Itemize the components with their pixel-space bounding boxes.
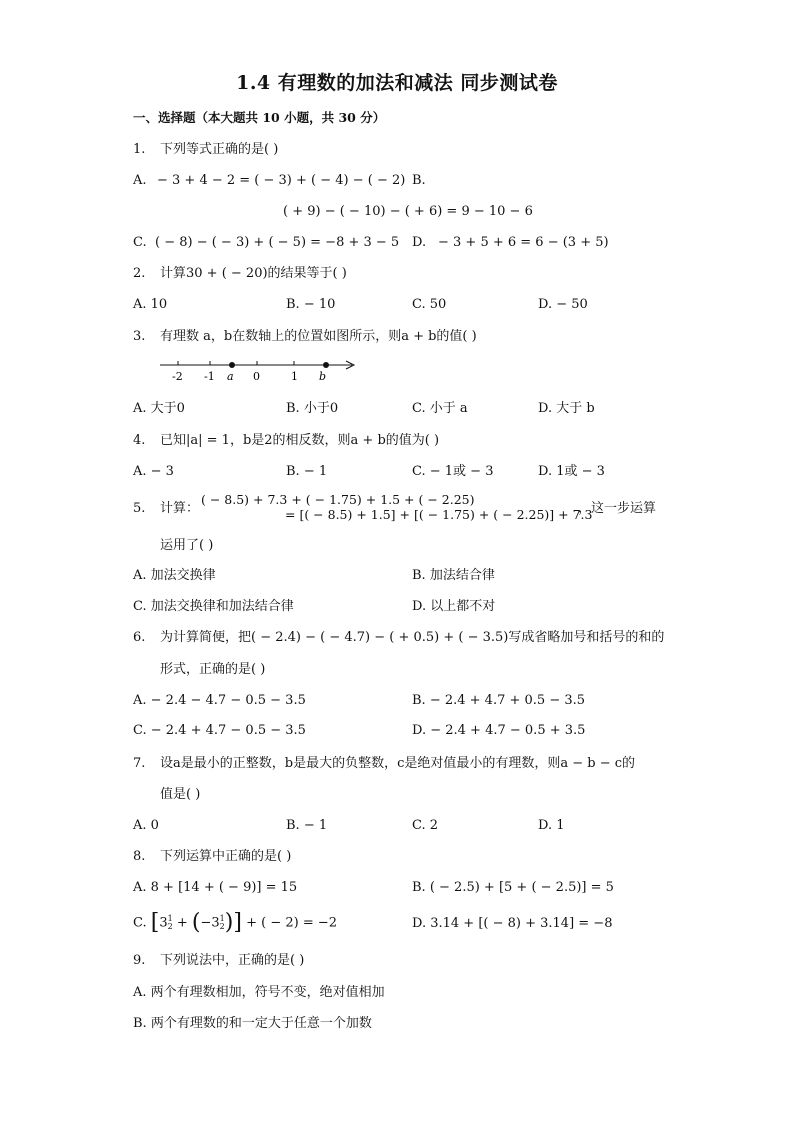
q8-option-c bbox=[133, 909, 337, 938]
question-1-number: 1. bbox=[133, 142, 146, 157]
point-b bbox=[323, 362, 329, 368]
q5-expression-top: ( − 8.5) + 7.3 + ( − 1.75) + 1.5 + ( − 2.25) bbox=[201, 492, 475, 507]
q2-option-b: B. − 10 bbox=[286, 297, 336, 312]
q5-option-b: B. 加法结合律 bbox=[412, 568, 495, 583]
q9-option-a: A. 两个有理数相加，符号不变，绝对值相加 bbox=[133, 985, 385, 1000]
q8-c-open-bracket: [ bbox=[150, 910, 160, 935]
q2-option-a: A. 10 bbox=[133, 297, 168, 312]
question-4-stem: 已知|a| = 1，b是2的相反数，则a + b的值为( ) bbox=[160, 433, 440, 448]
q8-c-whole-1: 3 bbox=[159, 915, 168, 931]
question-5-stem-line2: 运用了( ) bbox=[160, 538, 214, 553]
q5-option-d: D. 以上都不对 bbox=[412, 599, 496, 614]
question-7-number: 7. bbox=[133, 756, 146, 771]
q7-option-a: A. 0 bbox=[133, 818, 159, 833]
q6-option-d: D. − 2.4 + 4.7 − 0.5 + 3.5 bbox=[412, 723, 586, 738]
q6-option-b: B. − 2.4 + 4.7 + 0.5 − 3.5 bbox=[412, 693, 586, 708]
question-3-stem: 有理数 a，b在数轴上的位置如图所示，则a + b的值( ) bbox=[160, 329, 477, 344]
q3-option-d: D. 大于 b bbox=[538, 401, 595, 416]
q4-option-d: D. 1或 − 3 bbox=[538, 464, 605, 479]
q3-option-b: B. 小于0 bbox=[286, 401, 339, 416]
q8-c-frac1-num: 1 bbox=[167, 914, 173, 923]
q7-option-d: D. 1 bbox=[538, 818, 565, 833]
number-line-figure bbox=[160, 358, 360, 382]
question-5-stem-suffix: ，这一步运算 bbox=[578, 501, 657, 516]
label-0: 0 bbox=[253, 370, 260, 383]
q3-option-a: A. 大于0 bbox=[133, 401, 185, 416]
q1-option-c-letter: C. bbox=[133, 235, 147, 250]
q2-option-c: C. 50 bbox=[412, 297, 447, 312]
question-7-stem-line2: 值是( ) bbox=[160, 787, 201, 802]
q1-option-b-letter: B. bbox=[412, 173, 426, 188]
q8-c-neg-whole: −3 bbox=[200, 915, 220, 931]
question-6-number: 6. bbox=[133, 630, 146, 645]
question-9-number: 9. bbox=[133, 953, 146, 968]
question-2-number: 2. bbox=[133, 266, 146, 281]
q8-option-b: B. ( − 2.5) + [5 + ( − 2.5)] = 5 bbox=[412, 880, 614, 895]
question-2-stem: 计算30 + ( − 20)的结果等于( ) bbox=[160, 266, 347, 281]
label-minus-2: -2 bbox=[172, 370, 183, 383]
q1-option-d: − 3 + 5 + 6 = 6 − (3 + 5) bbox=[438, 235, 609, 250]
q4-option-b: B. − 1 bbox=[286, 464, 328, 479]
q8-c-plus: + bbox=[172, 915, 192, 931]
q1-option-a: − 3 + 4 − 2 = ( − 3) + ( − 4) − ( − 2) bbox=[157, 173, 406, 188]
q1-option-c: ( − 8) − ( − 3) + ( − 5) = −8 + 3 − 5 bbox=[155, 235, 400, 250]
q5-option-a: A. 加法交换律 bbox=[133, 568, 216, 583]
label-b: b bbox=[319, 370, 327, 383]
question-3-number: 3. bbox=[133, 329, 146, 344]
question-7-stem: 设a是最小的正整数，b是最大的负整数，c是绝对值最小的有理数，则a − b − c的 bbox=[160, 756, 636, 771]
q8-option-d: D. 3.14 + [( − 8) + 3.14] = −8 bbox=[412, 916, 613, 931]
q7-option-b: B. − 1 bbox=[286, 818, 328, 833]
label-minus-1: -1 bbox=[204, 370, 215, 383]
question-5-number: 5. bbox=[133, 501, 146, 516]
q8-option-a: A. 8 + [14 + ( − 9)] = 15 bbox=[133, 880, 298, 895]
q8-c-frac2-num: 1 bbox=[219, 914, 225, 923]
q4-option-a: A. − 3 bbox=[133, 464, 174, 479]
question-8-number: 8. bbox=[133, 849, 146, 864]
q8-c-frac2-den: 2 bbox=[219, 922, 225, 931]
section-heading: 一、选择题（本大题共 10 小题，共 30 分） bbox=[133, 110, 386, 125]
q8-c-frac1-den: 2 bbox=[167, 922, 173, 931]
q9-option-b: B. 两个有理数的和一定大于任意一个加数 bbox=[133, 1016, 372, 1031]
q7-option-c: C. 2 bbox=[412, 818, 439, 833]
point-a bbox=[229, 362, 235, 368]
question-1-stem: 下列等式正确的是( ) bbox=[160, 142, 279, 157]
question-5-stem-prefix: 计算： bbox=[160, 501, 200, 516]
label-a: a bbox=[227, 370, 234, 383]
label-1: 1 bbox=[291, 370, 298, 383]
q8-c-tail: + ( − 2) = −2 bbox=[241, 915, 338, 931]
q6-option-c: C. − 2.4 + 4.7 − 0.5 − 3.5 bbox=[133, 723, 306, 738]
q3-option-c: C. 小于 a bbox=[412, 401, 468, 416]
q8-c-close-paren: ) bbox=[224, 910, 234, 935]
q8-c-open-paren: ( bbox=[191, 910, 201, 935]
q5-expression-bottom: = [( − 8.5) + 1.5] + [( − 1.75) + ( − 2.25)] + 7.3 bbox=[285, 507, 593, 522]
q1-option-b: ( + 9) − ( − 10) − ( + 6) = 9 − 10 − 6 bbox=[283, 204, 533, 219]
q8-c-close-bracket: ] bbox=[233, 910, 242, 935]
q1-option-d-letter: D. bbox=[412, 235, 427, 250]
q2-option-d: D. − 50 bbox=[538, 297, 588, 312]
q5-option-c: C. 加法交换律和加法结合律 bbox=[133, 599, 294, 614]
question-8-stem: 下列运算中正确的是( ) bbox=[160, 849, 292, 864]
question-6-stem-line2: 形式，正确的是( ) bbox=[160, 662, 266, 677]
q6-option-a: A. − 2.4 − 4.7 − 0.5 − 3.5 bbox=[133, 693, 306, 708]
question-9-stem: 下列说法中，正确的是( ) bbox=[160, 953, 305, 968]
question-4-number: 4. bbox=[133, 433, 146, 448]
page-title: 1.4 有理数的加法和减法 同步测试卷 bbox=[236, 72, 558, 94]
q1-option-a-letter: A. bbox=[133, 173, 147, 188]
q8-option-c-letter: C. bbox=[133, 915, 147, 931]
q4-option-c: C. − 1或 − 3 bbox=[412, 464, 494, 479]
number-line-svg bbox=[160, 358, 360, 384]
question-6-stem: 为计算简便，把( − 2.4) − ( − 4.7) − ( + 0.5) + ( − 3.5)写成省略加号和括号的和的 bbox=[160, 630, 665, 645]
